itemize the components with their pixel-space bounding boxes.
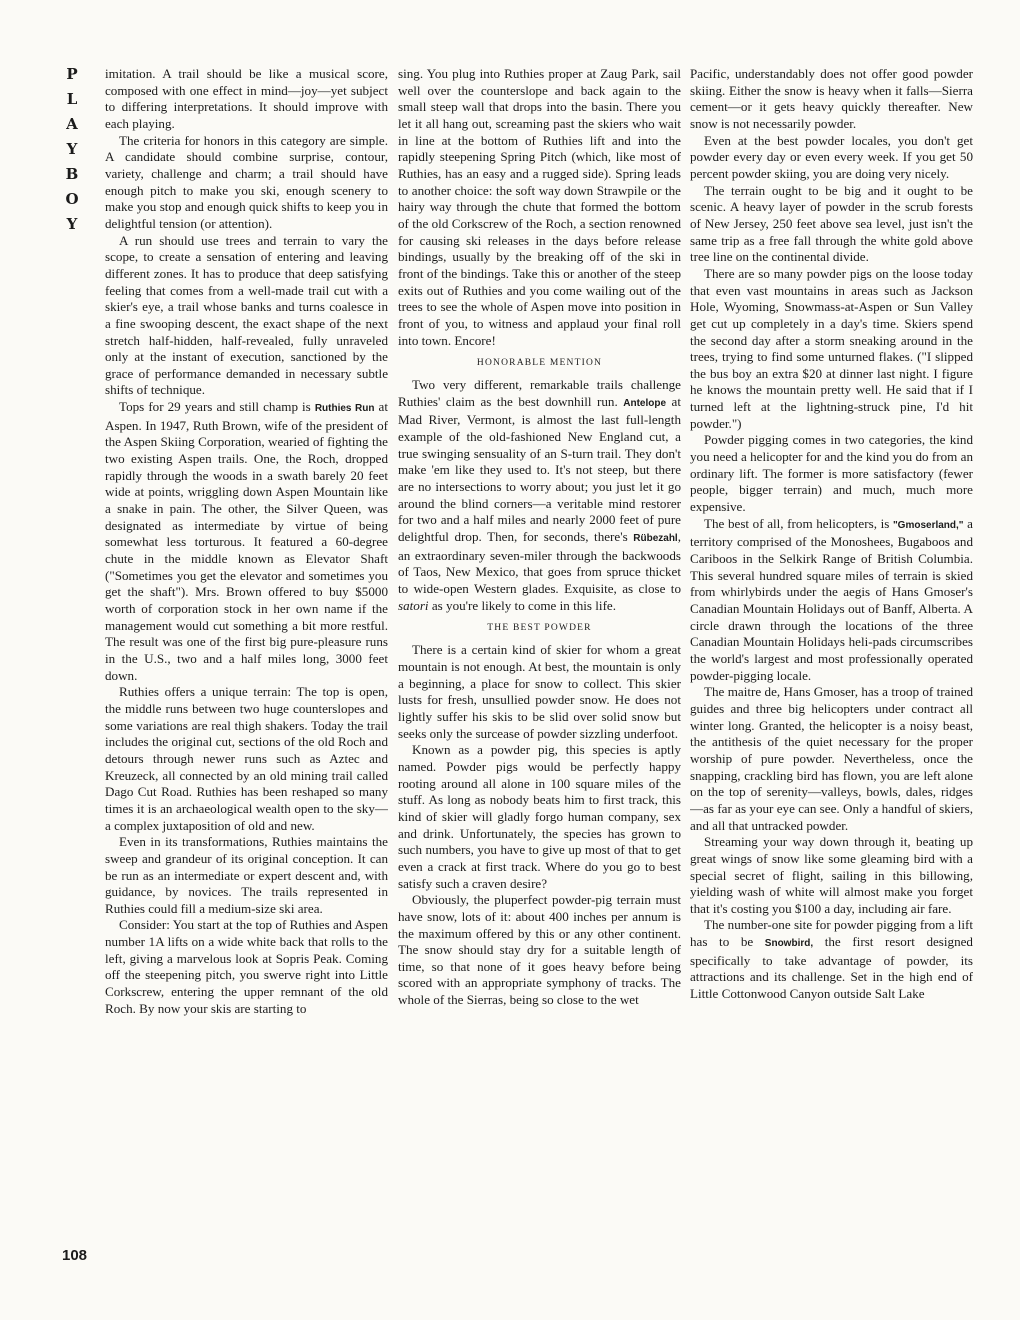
paragraph-text: The number-one site for powder pigging from a lift has to be [690,917,973,950]
paragraph: There is a certain kind of skier for whom a great mountain is not enough. At best, the mountain is only a beginning, a place for snow to collect. This skier lusts for fresh, unsullied powder snow. He does not lightly suffer his skis to be slid over solid snow but seeks only the surcease of powder sizzling underfoot. [398,642,681,741]
paragraph: Known as a powder pig, this species is aptly named. Powder pigs would be perfectly happy rooting around all alone in 100 square miles of the stuff. As long as nobody beats him to first track, this kind of skier will gladly forgo human company, sex and drink. Unfortunately, the species has grown to such numbers, you have to give up most of that to get even a crack at first track. Where do you go to best satisfy such a craven desire? [398,742,681,891]
paragraph-text: , an extraordinary seven-miler through the backwoods of Taos, New Mexico, that goes from spruce thicket to wide-open Western glades. Exquisite, as close to [398,529,681,597]
paragraph: Consider: You start at the top of Ruthies and Aspen number 1A lifts on a wide white back that rolls to the left, giving a marvelous look at Sopris Peak. Coming off the steepening pitch, you swerve right into Little Corkscrew, entering the upper remnant of the old Roch. By now your skis are starting to [105,917,388,1016]
paragraph [398,377,681,614]
column-2 [398,66,681,1276]
paragraph: A run should use trees and terrain to vary the scope, to create a sensation of entering and leaving different zones. It has to produce that deep satisfying feeling that comes from a well-made trail cut with a skier's eye, a trail whose banks and turns coalesce in a fine swooping descent, the exact shape of the next stretch half-hidden, half-revealed, fully unraveled only at the instant of execution, sanctioned by the grace of performance demanded in necessary subtle shifts of technique. [105,232,388,398]
page-number: 108 [62,1247,88,1264]
trail-name: Rübezahl [633,533,678,545]
paragraph: Streaming your way down through it, beating up great wings of snow like some gleaming bird with a special secret of flight, sailing in this billowing, yielding wash of white will almost make you forget that it's costing you $100 a day, including air fare. [690,834,973,916]
paragraph [105,399,388,684]
trail-name: Snowbird, [764,938,814,950]
masthead-letter: O [65,190,79,208]
paragraph: The criteria for honors in this category are simple. A candidate should combine surprise, contour, variety, challenge and charm; a trail should have enough pitch to make you ski, enough scenery to make you stop and enough quick shifts to keep you in delightful tension (or attention). [105,132,388,231]
paragraph-text: Tops for 29 years and still champ is [119,399,315,415]
italic-word: satori [398,597,429,613]
column-3 [690,66,973,1276]
paragraph-text: Two very different, remarkable trails challenge Ruthies' claim as the best downhill run. [398,377,681,409]
trail-name: Ruthies Run [314,403,375,415]
masthead-letter: A [66,115,78,133]
paragraph: imitation. A trail should be like a musical score, composed with one effect in mind—joy—yet subject to differing interpretations. It should improve with each playing. [105,66,388,131]
paragraph [690,917,973,1002]
paragraph: Even at the best powder locales, you don't get powder every day or even every week. If you get 50 percent powder skiing, you are doing very nicely. [690,132,973,181]
paragraph: sing. You plug into Ruthies proper at Zaug Park, sail well over the counterslope and back again to the small steep wall that drops into the basin. There you let it all hang out, screaming past the skiers who wait in line at the bottom of Ruthies lift and into the rapidly steepening Spring Pitch (which, like most of Ruthies, has an easy and a rugged side). Spring leads to another choice: the soft way down Strawpile or the hairy way through the chute that formed the bottom of the old Corkscrew of the Roch, a section renowned for causing ski releases in the days before release bindings, usually by the breaking off of the ski in front of the bindings. Take this or another of the steep exits out of Ruthies and you come wailing out of the trees to see the whole of Aspen move into position in front of you, to witness and applaud your final roll into town. Encore! [398,66,681,348]
paragraph: Ruthies offers a unique terrain: The top is open, the middle runs between two huge counterslopes and some variations are real thigh shakers. Today the trail includes the original cut, sections of the old Roch and detours through newer runs such as Aztec and Kreuzeck, all connected by an old mining trail called Dago Cut Road. Ruthies has been reshaped so many times it is an archaeological wealth open to the sky—a complex juxtaposition of old and new. [105,684,388,833]
column-1 [105,66,388,1276]
paragraph: The maitre de, Hans Gmoser, has a troop of trained guides and three big helicopters under contract all winter long. Granted, the helicopter is a noisy beast, the antithesis of the quiet necessary for the proper worship of pure powder. Nevertheless, once the snapping, crackling bird has flown, you are left alone on the top of serenity—valleys, bowls, dales, ridges—as far as your eye can see. Only a handful of skiers, and all that untracked powder. [690,684,973,833]
masthead-letter: B [65,165,79,183]
paragraph-text: a territory comprised of the Monoshees, Bugaboos and Cariboos in the Selkirk Range of British Columbia. This several hundred square miles of terrain is skied from whirlybirds under the aegis of Hans Gmoser's Canadian Mountain Holidays out of Banff, Alberta. A circle drawn through the locations of the three Canadian Mountain Holidays heli-pads circumscribes the world's largest and most professionally operated powder-pigging locale. [690,515,973,683]
section-heading: THE BEST POWDER [487,623,592,634]
trail-name: Antelope [623,397,667,409]
paragraph: Even in its transformations, Ruthies maintains the sweep and grandeur of its original conception. It can be run as an intermediate or expert descent and, with guidance, by novices. The trails represented in Ruthies could fill a medium-size ski area. [105,834,388,916]
paragraph-text: The best of all, from helicopters, is [704,515,893,531]
trail-name: "Gmoserland," [892,519,964,531]
paragraph: Pacific, understandably does not offer good powder skiing. Either the snow is heavy when it falls—Sierra cement—or it gets heavy quickly thereafter. New snow is not necessarily powder. [690,66,973,131]
paragraph: Powder pigging comes in two categories, the kind you need a helicopter for and the kind you do from an ordinary lift. The former is more satisfactory (fewer people, bigger terrain) and much, much more expensive. [690,432,973,515]
paragraph: Obviously, the pluperfect powder-pig terrain must have snow, lots of it: about 400 inches per annum is the maximum offered by this or any other continent. The snow should stay dry for a suitable length of time, so that none of it goes heavy before being scored with an appropriate symphony of tracks. The whole of the Sierras, being so close to the wet [398,892,681,1008]
paragraph [690,516,973,685]
masthead-letter: Y [66,140,78,158]
section-heading: HONORABLE MENTION [476,358,603,369]
masthead-letter: Y [66,215,78,233]
masthead-letter: P [66,65,78,83]
paragraph: There are so many powder pigs on the loose today that even vast mountains in areas such as Jackson Hole, Wyoming, Snowmass-at-Aspen or Sun Valley get cut up completely in a day's time. Skiers spend the second day after a storm sneaking around in the trees, trying to find some unturned flakes. ("I slipped the bus boy an extra $20 at dinner last night. I figure he knows the mountain pretty well. He said that if I turned left at the lightning-struck pine, I'd hit powder.") [690,265,973,431]
paragraph: The terrain ought to be big and it ought to be scenic. A heavy layer of powder in the scrub forests of New Jersey, 250 feet above sea level, just isn't the same trip as a free fall through the white gold above tree line on the continental divide. [690,182,973,265]
masthead-letter: L [66,90,78,108]
masthead [60,62,84,237]
paragraph-text: as you're likely to come in this life. [428,597,617,613]
paragraph-text: at Aspen. In 1947, Ruth Brown, wife of the president of the Aspen Skiing Corporation, wearied of fighting the two existing Aspen trails. One, the Roch, dropped rapidly through the woods in a swath barely 20 feet wide at points, wriggling down Aspen Mountain like a snake in pain. The other, the Silver Queen, was designated as intermediate by virtue of being somewhat less torturous. It featured a 60-degree chute in the middle known as Elevator Shaft ("Sometimes you get the elevator and sometimes you get the shaft"). Mrs. Brown offered to buy $5000 worth of corporation stock in her own name if the management would cut something a bit more restful. The result was one of the first big pure-pleasure runs in the U.S., two and a half miles long, 3000 feet down. [105,399,388,683]
paragraph-text: the first resort designed specifically to take advantage of powder, its attractions and its challenge. Set in the high end of Little Cottonwood Canyon outside Salt Lake [690,934,973,1002]
paragraph-text: at Mad River, Vermont, is almost the last full-length example of the old-fashioned New England cut, a true swinging sensuality of an S-turn trail. They don't make 'em like they used to. It's not steep, but there are no intersections to worry about; you just let it go around the blind corners—a veritable mind restorer for two and a half miles and nearly 2000 feet of pure delightful drop. Then, for seconds, there's [398,393,681,545]
